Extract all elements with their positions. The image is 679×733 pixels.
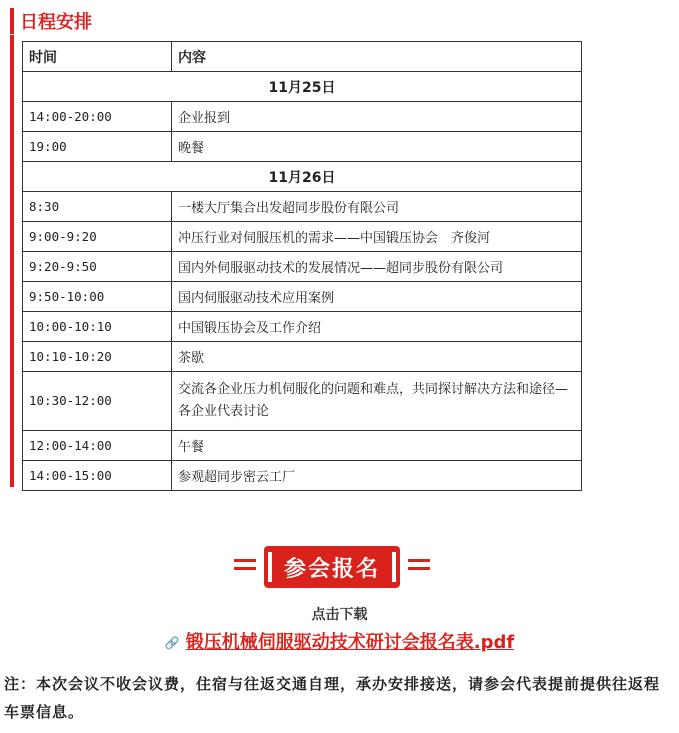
header-content: 内容 (172, 42, 582, 72)
row-time: 12:00-14:00 (23, 431, 172, 461)
banner-lines-right (408, 559, 430, 575)
section-header (10, 7, 92, 35)
row-content: 茶歇 (172, 342, 582, 372)
banner-title: 参会报名 (264, 546, 400, 588)
table-row (23, 222, 582, 252)
row-content: 晚餐 (172, 132, 582, 162)
registration-banner (234, 546, 430, 590)
row-content: 午餐 (172, 431, 582, 461)
row-time: 14:00-15:00 (23, 461, 172, 491)
table-row (23, 312, 582, 342)
row-time: 9:00-9:20 (23, 222, 172, 252)
row-time: 10:10-10:20 (23, 342, 172, 372)
table-row (23, 192, 582, 222)
row-time: 14:00-20:00 (23, 102, 172, 132)
table-row (23, 342, 582, 372)
table-row (23, 282, 582, 312)
row-time: 8:30 (23, 192, 172, 222)
row-content: 冲压行业对伺服压机的需求——中国锻压协会 齐俊河 (172, 222, 582, 252)
row-content: 中国锻压协会及工作介绍 (172, 312, 582, 342)
row-time: 19:00 (23, 132, 172, 162)
note-text: 注：本次会议不收会议费，住宿与往返交通自理，承办安排接送，请参会代表提前提供往返程车票信息。 (4, 675, 661, 721)
date-row (23, 162, 582, 192)
schedule-table (22, 41, 582, 491)
row-time: 10:00-10:10 (23, 312, 172, 342)
row-content: 国内外伺服驱动技术的发展情况——超同步股份有限公司 (172, 252, 582, 282)
table-row (23, 372, 582, 431)
link-icon: 🔗 (164, 636, 180, 650)
date-label: 11月25日 (23, 72, 582, 102)
pdf-link-row (0, 628, 679, 654)
date-label: 11月26日 (23, 162, 582, 192)
table-row (23, 431, 582, 461)
table-header-row (23, 42, 582, 72)
date-row (23, 72, 582, 102)
row-content: 交流各企业压力机伺服化的问题和难点，共同探讨解决方法和途径—各企业代表讨论 (172, 372, 582, 431)
section-title: 日程安排 (20, 12, 92, 33)
table-row (23, 252, 582, 282)
section-accent-bar (10, 8, 14, 34)
row-time: 9:20-9:50 (23, 252, 172, 282)
banner-lines-left (234, 559, 256, 575)
header-time: 时间 (23, 42, 172, 72)
table-row (23, 102, 582, 132)
row-content: 一楼大厅集合出发超同步股份有限公司 (172, 192, 582, 222)
row-time: 9:50-10:00 (23, 282, 172, 312)
row-content: 企业报到 (172, 102, 582, 132)
section-left-rule (10, 35, 14, 487)
table-row (23, 461, 582, 491)
table-row (23, 132, 582, 162)
row-content: 国内伺服驱动技术应用案例 (172, 282, 582, 312)
registration-form-pdf-link[interactable]: 锻压机械伺服驱动技术研讨会报名表.pdf (185, 632, 515, 653)
row-content: 参观超同步密云工厂 (172, 461, 582, 491)
row-time: 10:30-12:00 (23, 372, 172, 431)
click-download-label: 点击下载 (311, 607, 368, 623)
